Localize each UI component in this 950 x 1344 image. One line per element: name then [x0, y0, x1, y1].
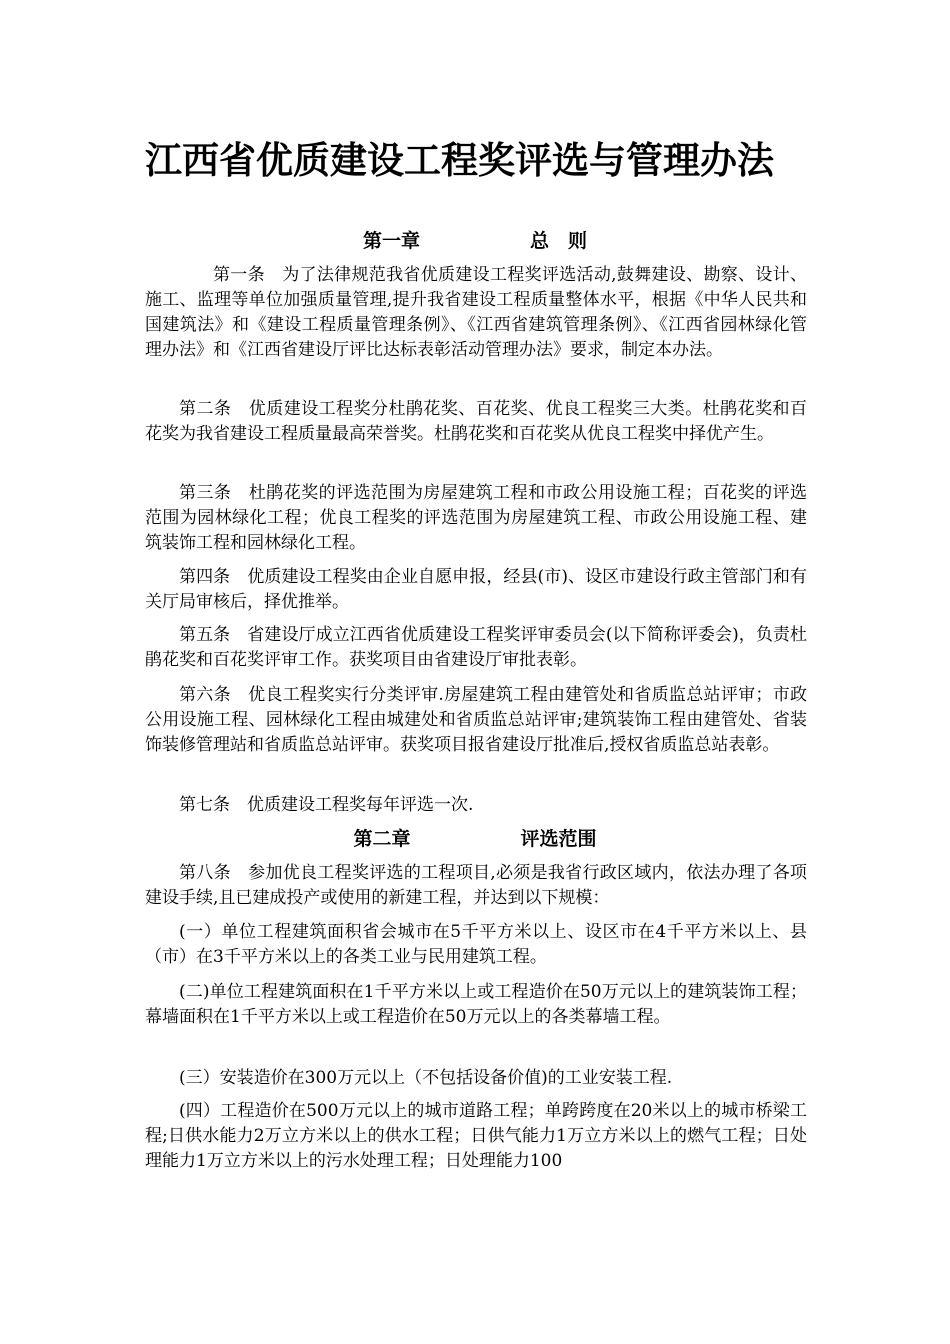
article-3: 第三条 杜鹃花奖的评选范围为房屋建筑工程和市政公用设施工程；百花奖的评选范围为园林绿化工程；优良工程奖的评选范围为房屋建筑工程、市政公用设施工程、建筑装饰工程和园林绿化工程。 [145, 483, 807, 553]
clause-2: (二)单位工程建筑面积在1千平方米以上或工程造价在50万元以上的建筑装饰工程；幕墙面积在1千平方米以上或工程造价在50万元以上的各类幕墙工程。 [145, 982, 807, 1027]
clause-4: (四）工程造价在500万元以上的城市道路工程；单跨跨度在20米以上的城市桥梁工程;日供水能力2万立方米以上的供水工程；日供气能力1万立方米以上的燃气工程；日处理能力1万立方米以上的污水处理工程；日处理能力100 [145, 1101, 807, 1171]
article-6: 第六条 优良工程奖实行分类评审.房屋建筑工程由建管处和省质监总站评审；市政公用设施工程、园林绿化工程由城建处和省质监总站评审;建筑装饰工程由建管处、省装饰装修管理站和省质监总站评审。获奖项目报省建设厅批准后,授权省质监总站表彰。 [145, 685, 807, 755]
chapter-number: 第二章 [353, 828, 411, 850]
document-title: 江西省优质建设工程奖评选与管理办法 [145, 139, 774, 182]
chapter-heading-2 [145, 826, 805, 852]
article-2: 第二条 优质建设工程奖分杜鹃花奖、百花奖、优良工程奖三大类。杜鹃花奖和百花奖为我省建设工程质量最高荣誉奖。杜鹃花奖和百花奖从优良工程奖中择优产生。 [145, 399, 807, 444]
clause-3: (三）安装造价在300万元以上（不包括设备价值)的工业安装工程. [179, 1068, 673, 1088]
article-7: 第七条 优质建设工程奖每年评选一次. [179, 795, 474, 815]
clause-1: (一）单位工程建筑面积省会城市在5千平方米以上、设区市在4千平方米以上、县（市）在3千平方米以上的各类工业与民用建筑工程。 [145, 922, 807, 967]
chapter-number: 第一章 [362, 230, 420, 252]
chapter-name: 总 则 [530, 230, 588, 252]
article-4: 第四条 优质建设工程奖由企业自愿申报，经县(市)、设区市建设行政主管部门和有关厅局审核后，择优推举。 [145, 567, 807, 612]
article-5: 第五条 省建设厅成立江西省优质建设工程奖评审委员会(以下简称评委会)，负责杜鹃花奖和百花奖评审工作。获奖项目由省建设厅审批表彰。 [145, 625, 807, 670]
chapter-name: 评选范围 [520, 828, 597, 850]
article-1: 第一条 为了法律规范我省优质建设工程奖评选活动,鼓舞建设、勘察、设计、施工、监理等单位加强质量管理,提升我省建设工程质量整体水平，根据《中华人民共和国建筑法》和《建设工程质量管理条例》、《江西省建筑管理条例》、《江西省园林绿化管理办法》和《江西省建设厅评比达标表彰活动管理办法》要求，制定本办法。 [145, 265, 807, 360]
article-8: 第八条 参加优良工程奖评选的工程项目,必须是我省行政区域内，依法办理了各项建设手续,且已建成投产或使用的新建工程，并达到以下规模： [145, 863, 807, 908]
chapter-heading-1 [145, 228, 805, 254]
